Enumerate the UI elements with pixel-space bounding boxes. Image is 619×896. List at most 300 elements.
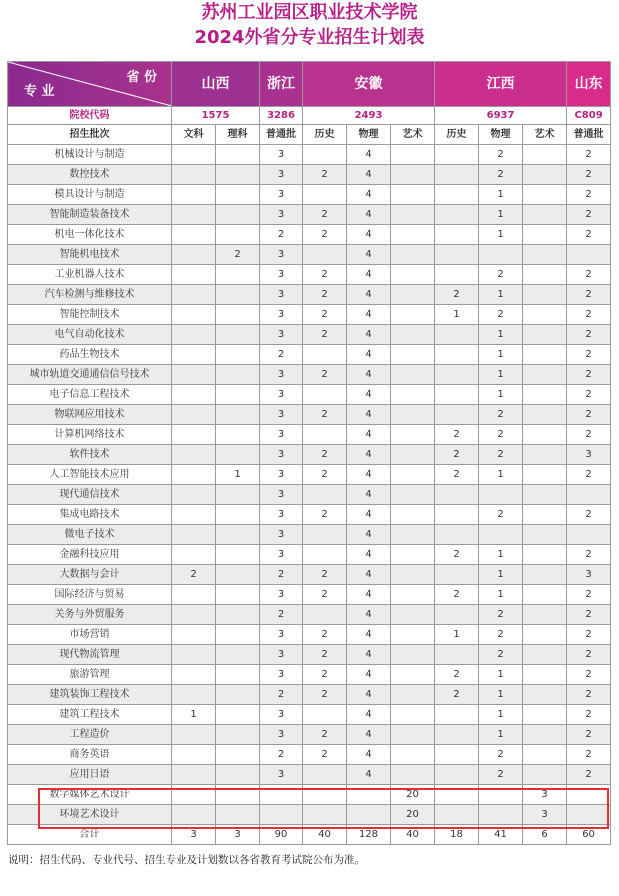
quota-cell: 3 (260, 265, 303, 285)
table-row (8, 625, 611, 645)
quota-cell: 3 (260, 665, 303, 685)
total-cell: 40 (303, 825, 347, 845)
major-name: 智能控制技术 (8, 305, 172, 325)
quota-cell (391, 705, 435, 725)
major-name: 电子信息工程技术 (8, 385, 172, 405)
quota-cell: 2 (260, 225, 303, 245)
quota-cell (172, 365, 216, 385)
quota-cell: 2 (479, 625, 523, 645)
quota-cell (523, 685, 567, 705)
quota-cell: 4 (347, 465, 391, 485)
quota-cell: 3 (567, 445, 611, 465)
quota-cell (216, 705, 260, 725)
quota-cell (391, 365, 435, 385)
quota-cell (435, 705, 479, 725)
quota-cell (391, 505, 435, 525)
quota-cell (303, 385, 347, 405)
quota-cell: 4 (347, 585, 391, 605)
quota-cell (391, 765, 435, 785)
quota-cell: 2 (567, 365, 611, 385)
total-cell: 6 (523, 825, 567, 845)
quota-cell (567, 805, 611, 825)
major-name: 汽车检测与维修技术 (8, 285, 172, 305)
quota-cell (435, 245, 479, 265)
quota-cell: 2 (479, 605, 523, 625)
quota-cell: 2 (479, 305, 523, 325)
quota-cell (479, 245, 523, 265)
quota-cell: 2 (216, 245, 260, 265)
quota-cell (216, 605, 260, 625)
province-zhejiang: 浙江 (260, 62, 303, 107)
quota-cell: 3 (260, 765, 303, 785)
quota-cell: 2 (303, 445, 347, 465)
quota-cell: 2 (479, 405, 523, 425)
batch-header-cell: 艺术 (523, 125, 567, 145)
quota-cell: 1 (479, 365, 523, 385)
quota-cell (435, 765, 479, 785)
quota-cell: 3 (260, 705, 303, 725)
quota-cell: 4 (347, 385, 391, 405)
quota-cell (523, 145, 567, 165)
major-name: 计算机网络技术 (8, 425, 172, 445)
quota-cell (303, 785, 347, 805)
header-corner-cell (8, 62, 172, 107)
quota-cell (391, 585, 435, 605)
quota-cell: 4 (347, 625, 391, 645)
batch-header-cell: 文科 (172, 125, 216, 145)
quota-cell: 3 (260, 245, 303, 265)
quota-cell (216, 505, 260, 525)
total-cell: 60 (567, 825, 611, 845)
quota-cell (216, 765, 260, 785)
quota-cell: 3 (260, 525, 303, 545)
quota-cell: 2 (303, 505, 347, 525)
quota-cell: 3 (260, 545, 303, 565)
quota-cell: 1 (479, 725, 523, 745)
major-name: 电气自动化技术 (8, 325, 172, 345)
quota-cell: 3 (260, 165, 303, 185)
quota-cell (172, 145, 216, 165)
quota-cell (523, 285, 567, 305)
table-row (8, 405, 611, 425)
quota-cell (172, 385, 216, 405)
quota-cell (523, 525, 567, 545)
quota-cell (391, 565, 435, 585)
quota-cell: 2 (567, 465, 611, 485)
quota-cell (435, 405, 479, 425)
quota-cell: 4 (347, 645, 391, 665)
quota-cell: 4 (347, 485, 391, 505)
quota-cell: 2 (567, 405, 611, 425)
quota-cell: 2 (303, 645, 347, 665)
quota-cell: 1 (479, 565, 523, 585)
quota-cell: 2 (479, 165, 523, 185)
quota-cell: 4 (347, 185, 391, 205)
quota-cell (216, 345, 260, 365)
quota-cell: 4 (347, 425, 391, 445)
table-row (8, 525, 611, 545)
quota-cell (216, 525, 260, 545)
quota-cell (435, 165, 479, 185)
quota-cell: 2 (479, 645, 523, 665)
quota-cell (435, 605, 479, 625)
quota-cell (347, 785, 391, 805)
quota-cell: 3 (260, 205, 303, 225)
quota-cell (172, 785, 216, 805)
quota-cell (172, 465, 216, 485)
quota-cell (172, 425, 216, 445)
quota-cell (391, 725, 435, 745)
table-row (8, 225, 611, 245)
major-header-label: 专 业 (24, 84, 55, 99)
province-header-row (8, 62, 611, 107)
quota-cell (391, 205, 435, 225)
quota-cell: 3 (260, 185, 303, 205)
quota-cell (391, 625, 435, 645)
quota-cell: 2 (567, 205, 611, 225)
quota-cell: 3 (260, 425, 303, 445)
quota-cell (435, 785, 479, 805)
table-row (8, 805, 611, 825)
school-code-label: 院校代码 (8, 107, 172, 125)
quota-cell: 1 (479, 585, 523, 605)
quota-cell (172, 545, 216, 565)
quota-cell (172, 325, 216, 345)
quota-cell (172, 165, 216, 185)
quota-cell: 1 (479, 325, 523, 345)
batch-header-cell: 理科 (216, 125, 260, 145)
quota-cell: 4 (347, 305, 391, 325)
quota-cell (391, 265, 435, 285)
quota-cell (216, 445, 260, 465)
quota-cell: 2 (303, 265, 347, 285)
quota-cell: 1 (479, 205, 523, 225)
quota-cell: 3 (260, 585, 303, 605)
quota-cell (435, 505, 479, 525)
quota-cell (303, 705, 347, 725)
table-row (8, 485, 611, 505)
quota-cell: 4 (347, 745, 391, 765)
quota-cell: 4 (347, 565, 391, 585)
quota-cell: 2 (303, 365, 347, 385)
table-row (8, 265, 611, 285)
quota-cell: 2 (260, 345, 303, 365)
batch-header-cell: 历史 (435, 125, 479, 145)
quota-cell: 2 (260, 745, 303, 765)
table-row (8, 305, 611, 325)
quota-cell: 2 (303, 685, 347, 705)
quota-cell: 2 (260, 605, 303, 625)
quota-cell (523, 565, 567, 585)
quota-cell (479, 805, 523, 825)
quota-cell (391, 345, 435, 365)
quota-cell (172, 765, 216, 785)
total-label: 合计 (8, 825, 172, 845)
quota-cell: 4 (347, 685, 391, 705)
quota-cell: 2 (303, 325, 347, 345)
table-row (8, 165, 611, 185)
quota-cell (523, 325, 567, 345)
quota-cell (391, 305, 435, 325)
quota-cell (260, 785, 303, 805)
quota-cell (523, 265, 567, 285)
major-name: 商务英语 (8, 745, 172, 765)
quota-cell (172, 685, 216, 705)
quota-cell (172, 665, 216, 685)
quota-cell (435, 385, 479, 405)
quota-cell (303, 185, 347, 205)
table-row (8, 285, 611, 305)
quota-cell (216, 165, 260, 185)
code-shandong: C809 (567, 107, 611, 125)
table-row (8, 445, 611, 465)
quota-cell: 2 (303, 465, 347, 485)
code-shanxi: 1575 (172, 107, 260, 125)
province-shandong: 山东 (567, 62, 611, 107)
quota-cell (391, 665, 435, 685)
quota-cell (391, 745, 435, 765)
quota-cell: 2 (303, 585, 347, 605)
quota-cell (216, 665, 260, 685)
page-subtitle: 2024外省分专业招生计划表 (194, 27, 425, 48)
quota-cell: 3 (523, 805, 567, 825)
quota-cell (391, 605, 435, 625)
quota-cell (479, 485, 523, 505)
quota-cell (523, 625, 567, 645)
major-name: 微电子技术 (8, 525, 172, 545)
quota-cell (435, 265, 479, 285)
quota-cell (172, 725, 216, 745)
quota-cell: 2 (303, 565, 347, 585)
quota-cell (216, 405, 260, 425)
total-row (8, 825, 611, 845)
quota-cell: 1 (172, 705, 216, 725)
batch-header-cell: 艺术 (391, 125, 435, 145)
quota-cell (172, 445, 216, 465)
quota-cell: 2 (567, 625, 611, 645)
major-name: 人工智能技术应用 (8, 465, 172, 485)
quota-cell (523, 705, 567, 725)
quota-cell (523, 385, 567, 405)
table-row (8, 345, 611, 365)
major-name: 软件技术 (8, 445, 172, 465)
quota-cell (172, 585, 216, 605)
quota-cell (523, 645, 567, 665)
quota-cell (172, 605, 216, 625)
quota-cell (216, 425, 260, 445)
quota-cell: 2 (567, 705, 611, 725)
quota-cell (216, 805, 260, 825)
quota-cell: 2 (303, 665, 347, 685)
table-row (8, 605, 611, 625)
quota-cell: 3 (260, 305, 303, 325)
province-header-label: 省 份 (126, 70, 157, 85)
quota-cell (172, 225, 216, 245)
quota-cell (216, 305, 260, 325)
major-name: 工程造价 (8, 725, 172, 745)
quota-cell (523, 405, 567, 425)
quota-cell: 2 (303, 725, 347, 745)
quota-cell (172, 405, 216, 425)
table-row (8, 425, 611, 445)
table-row (8, 665, 611, 685)
quota-cell (435, 485, 479, 505)
quota-cell (391, 545, 435, 565)
quota-cell: 2 (567, 385, 611, 405)
quota-cell (391, 245, 435, 265)
major-name: 建筑工程技术 (8, 705, 172, 725)
quota-cell: 4 (347, 225, 391, 245)
quota-cell (216, 725, 260, 745)
quota-cell (172, 285, 216, 305)
quota-cell (172, 505, 216, 525)
quota-cell: 2 (479, 145, 523, 165)
quota-cell: 2 (303, 225, 347, 245)
quota-cell (216, 625, 260, 645)
quota-cell: 3 (260, 485, 303, 505)
quota-cell (216, 225, 260, 245)
batch-header-cell: 物理 (347, 125, 391, 145)
quota-cell: 4 (347, 285, 391, 305)
quota-cell: 2 (479, 505, 523, 525)
quota-cell: 4 (347, 665, 391, 685)
table-row (8, 185, 611, 205)
quota-cell (435, 565, 479, 585)
quota-cell (303, 485, 347, 505)
quota-cell (172, 265, 216, 285)
major-name: 机械设计与制造 (8, 145, 172, 165)
quota-cell: 4 (347, 725, 391, 745)
table-row (8, 785, 611, 805)
quota-cell: 2 (567, 725, 611, 745)
quota-cell: 4 (347, 765, 391, 785)
quota-cell (435, 205, 479, 225)
quota-cell: 4 (347, 205, 391, 225)
quota-cell (391, 165, 435, 185)
quota-cell (523, 445, 567, 465)
quota-cell (303, 765, 347, 785)
quota-cell (172, 205, 216, 225)
quota-cell (172, 245, 216, 265)
total-cell: 128 (347, 825, 391, 845)
quota-cell (391, 465, 435, 485)
quota-cell (435, 145, 479, 165)
table-row (8, 585, 611, 605)
quota-cell (479, 525, 523, 545)
major-name: 工业机器人技术 (8, 265, 172, 285)
quota-cell (391, 445, 435, 465)
quota-cell (216, 205, 260, 225)
quota-cell: 2 (260, 685, 303, 705)
quota-cell: 4 (347, 605, 391, 625)
quota-cell: 2 (303, 285, 347, 305)
quota-cell: 2 (479, 265, 523, 285)
code-zhejiang: 3286 (260, 107, 303, 125)
batch-label: 招生批次 (8, 125, 172, 145)
quota-cell (567, 245, 611, 265)
quota-cell: 1 (216, 465, 260, 485)
quota-cell: 2 (303, 205, 347, 225)
quota-cell (523, 505, 567, 525)
quota-cell (172, 745, 216, 765)
table-row (8, 245, 611, 265)
quota-cell: 2 (303, 405, 347, 425)
quota-cell (303, 145, 347, 165)
quota-cell: 1 (479, 345, 523, 365)
quota-cell (391, 485, 435, 505)
quota-cell (172, 805, 216, 825)
major-name: 环境艺术设计 (8, 805, 172, 825)
quota-cell (216, 365, 260, 385)
quota-cell (172, 525, 216, 545)
total-cell: 41 (479, 825, 523, 845)
province-anhui: 安徽 (303, 62, 435, 107)
quota-cell: 2 (435, 465, 479, 485)
quota-cell (523, 545, 567, 565)
quota-cell: 2 (567, 745, 611, 765)
code-jiangxi: 6937 (435, 107, 567, 125)
quota-cell (523, 205, 567, 225)
quota-cell: 3 (567, 565, 611, 585)
quota-cell (216, 585, 260, 605)
table-row (8, 685, 611, 705)
quota-cell: 2 (567, 505, 611, 525)
table-row (8, 745, 611, 765)
major-name: 市场营销 (8, 625, 172, 645)
quota-cell: 2 (479, 425, 523, 445)
quota-cell: 2 (567, 345, 611, 365)
quota-cell: 4 (347, 405, 391, 425)
quota-cell (391, 405, 435, 425)
quota-cell: 2 (567, 325, 611, 345)
quota-cell: 2 (567, 305, 611, 325)
major-name: 物联网应用技术 (8, 405, 172, 425)
quota-cell (216, 265, 260, 285)
major-name: 大数据与会计 (8, 565, 172, 585)
major-name: 药品生物技术 (8, 345, 172, 365)
quota-cell: 2 (567, 545, 611, 565)
quota-cell: 1 (435, 625, 479, 645)
quota-cell: 3 (260, 325, 303, 345)
major-name: 集成电路技术 (8, 505, 172, 525)
quota-cell: 4 (347, 345, 391, 365)
quota-cell (435, 325, 479, 345)
quota-cell: 2 (435, 545, 479, 565)
quota-cell (435, 225, 479, 245)
quota-cell (435, 805, 479, 825)
quota-cell: 3 (260, 145, 303, 165)
quota-cell: 2 (260, 565, 303, 585)
quota-cell: 3 (260, 625, 303, 645)
quota-cell (216, 385, 260, 405)
quota-cell (303, 805, 347, 825)
quota-cell (523, 745, 567, 765)
quota-cell: 20 (391, 785, 435, 805)
quota-cell (216, 745, 260, 765)
quota-cell (523, 725, 567, 745)
quota-cell: 2 (479, 765, 523, 785)
quota-cell (172, 485, 216, 505)
quota-cell: 4 (347, 365, 391, 385)
quota-cell: 3 (260, 505, 303, 525)
quota-cell: 4 (347, 445, 391, 465)
table-row (8, 545, 611, 565)
page-title: 苏州工业园区职业技术学院 (201, 2, 418, 23)
quota-cell (303, 525, 347, 545)
quota-cell: 2 (567, 285, 611, 305)
quota-cell (303, 345, 347, 365)
major-name: 现代通信技术 (8, 485, 172, 505)
